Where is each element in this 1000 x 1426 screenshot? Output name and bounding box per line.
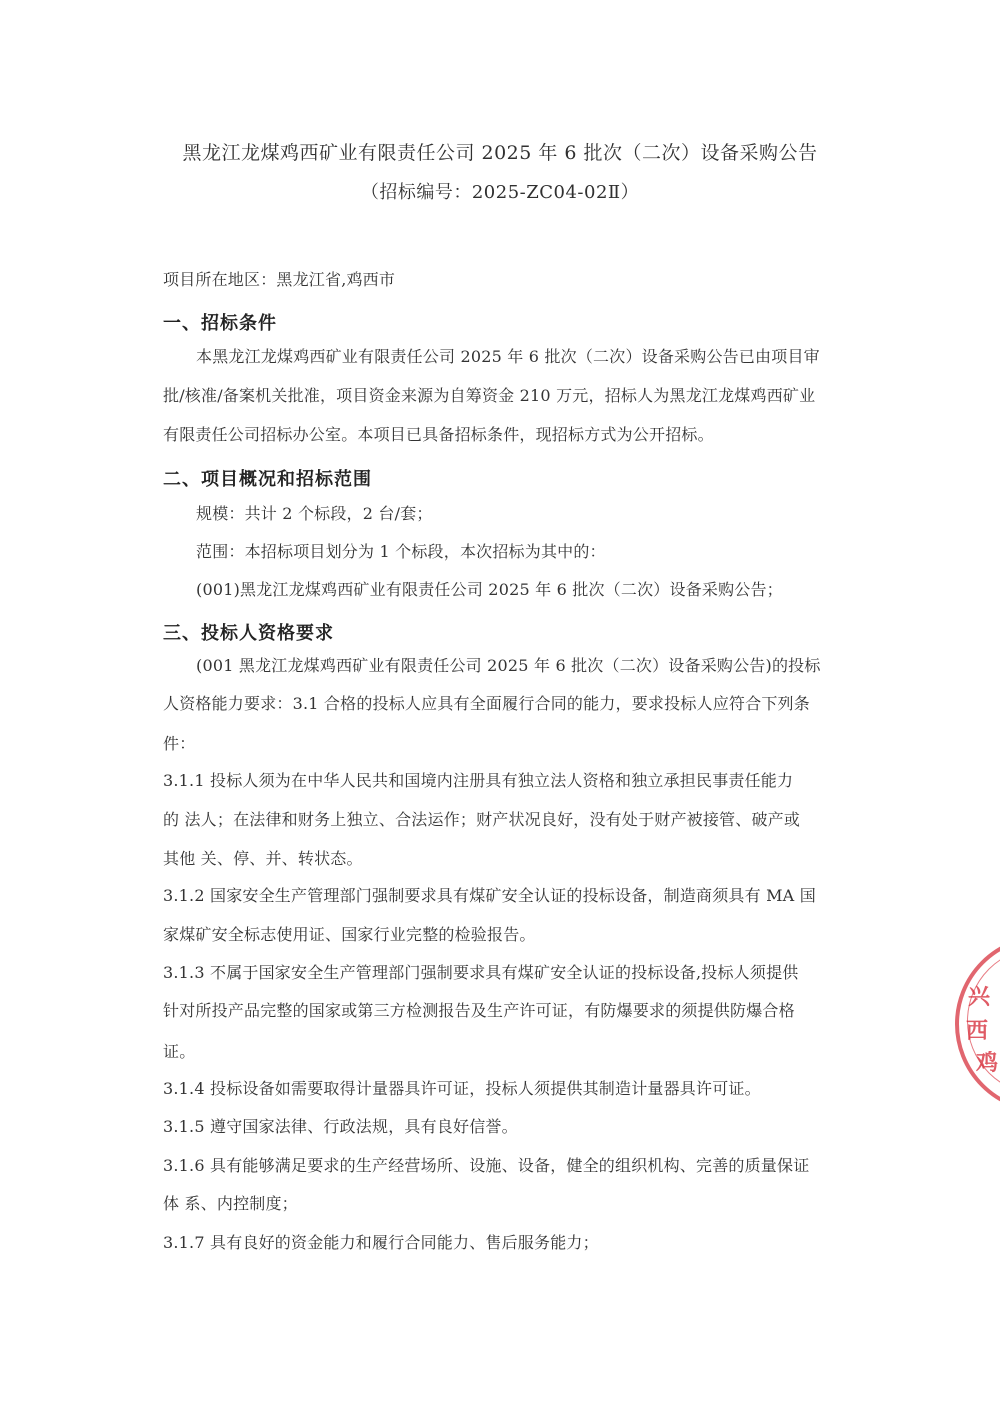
requirement-line: 证。 (163, 1042, 196, 1061)
requirement-line: 3.1.6 具有能够满足要求的生产经营场所、设施、设备，健全的组织机构、完善的质量保证 (163, 1156, 810, 1175)
requirement-line: 3.1.2 国家安全生产管理部门强制要求具有煤矿安全认证的投标设备，制造商须具有 MA 国 (163, 886, 816, 905)
requirement-line: 3.1.1 投标人须为在中华人民共和国境内注册具有独立法人资格和独立承担民事责任能力 (163, 771, 794, 790)
paragraph-line: 人资格能力要求：3.1 合格的投标人应具有全面履行合同的能力，要求投标人应符合下列条 (163, 694, 810, 713)
requirement-line: 的 法人；在法律和财务上独立、合法运作；财产状况良好，没有处于财产被接管、破产或 (163, 810, 801, 829)
paragraph-line: (001)黑龙江龙煤鸡西矿业有限责任公司 2025 年 6 批次（二次）设备采购公告； (196, 580, 783, 599)
requirement-line: 其他 关、停、并、转状态。 (163, 849, 363, 868)
requirement-line: 3.1.4 投标设备如需要取得计量器具许可证，投标人须提供其制造计量器具许可证。 (163, 1079, 761, 1098)
paragraph-line: 本黑龙江龙煤鸡西矿业有限责任公司 2025 年 6 批次（二次）设备采购公告已由项目审 (196, 347, 820, 366)
section-heading-1: 一、招标条件 (163, 313, 277, 334)
seal-character: 西 (966, 1019, 989, 1044)
seal-character: 兴 (968, 985, 991, 1010)
requirement-line: 3.1.5 遵守国家法律、行政法规，具有良好信誉。 (163, 1117, 518, 1136)
tender-code: （招标编号：2025-ZC04-02Ⅱ） (360, 182, 640, 203)
requirement-line: 家煤矿安全标志使用证、国家行业完整的检验报告。 (163, 925, 536, 944)
requirement-line: 针对所投产品完整的国家或第三方检测报告及生产许可证，有防爆要求的须提供防爆合格 (163, 1001, 795, 1020)
section-heading-3: 三、投标人资格要求 (163, 623, 334, 644)
seal-character: 鸡 (976, 1051, 999, 1076)
paragraph-line: 件： (163, 734, 196, 753)
requirement-line: 体 系、内控制度； (163, 1194, 298, 1213)
paragraph-line: 批/核准/备案机关批准，项目资金来源为自筹资金 210 万元，招标人为黑龙江龙煤鸡西矿业 (163, 386, 816, 405)
paragraph-line: (001 黑龙江龙煤鸡西矿业有限责任公司 2025 年 6 批次（二次）设备采购公告)的投标 (196, 656, 821, 675)
section-heading-2: 二、项目概况和招标范围 (163, 469, 372, 490)
project-region: 项目所在地区：黑龙江省,鸡西市 (163, 270, 396, 289)
paragraph-line: 范围：本招标项目划分为 1 个标段，本次招标为其中的： (196, 542, 606, 561)
requirement-line: 3.1.3 不属于国家安全生产管理部门强制要求具有煤矿安全认证的投标设备,投标人须提供 (163, 963, 799, 982)
paragraph-line: 规模：共计 2 个标段，2 台/套； (196, 504, 433, 523)
document-title: 黑龙江龙煤鸡西矿业有限责任公司 2025 年 6 批次（二次）设备采购公告 (182, 142, 818, 164)
paragraph-line: 有限责任公司招标办公室。本项目已具备招标条件，现招标方式为公开招标。 (163, 425, 714, 444)
requirement-line: 3.1.7 具有良好的资金能力和履行合同能力、售后服务能力； (163, 1233, 599, 1252)
